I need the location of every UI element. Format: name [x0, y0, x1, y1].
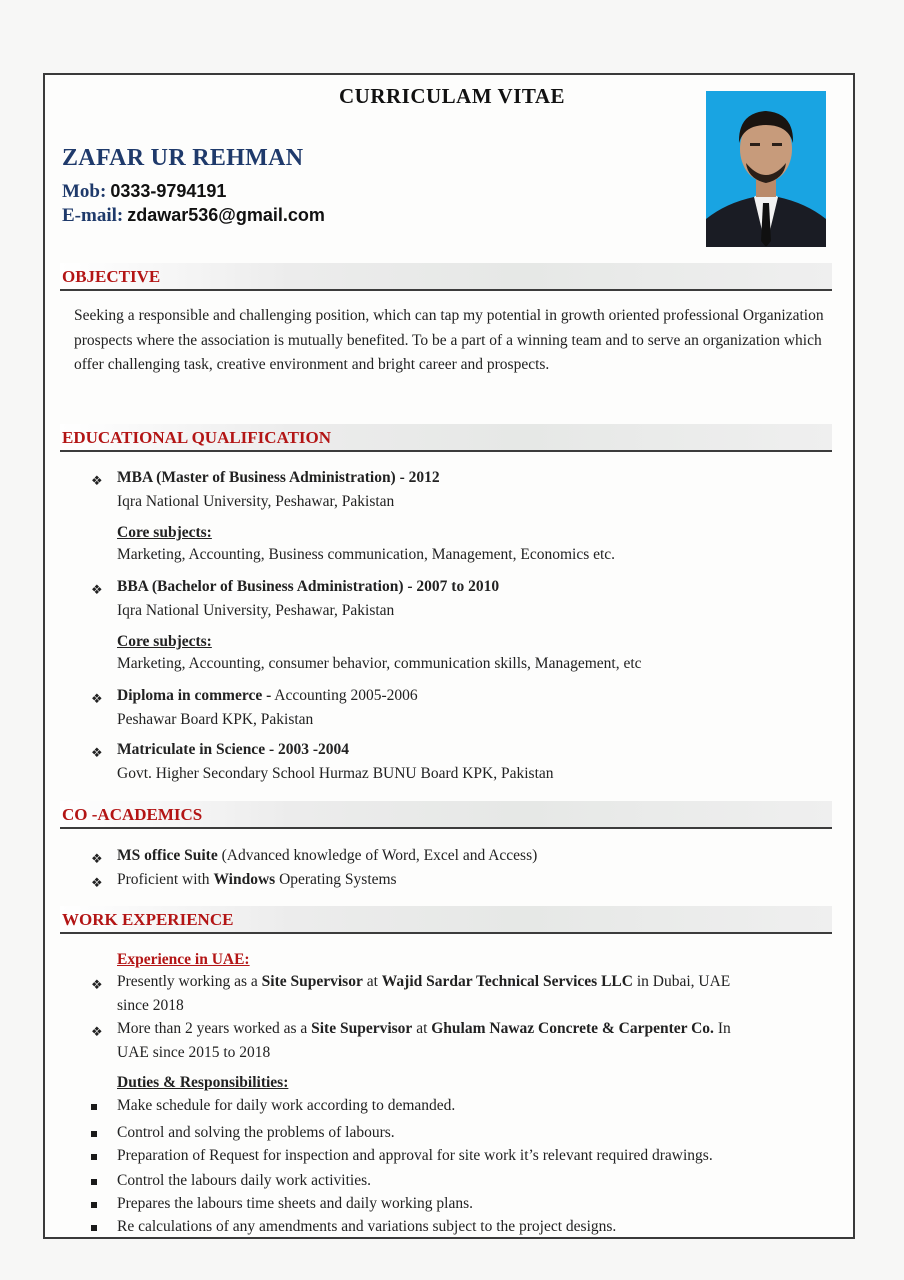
job2-role: Site Supervisor [311, 1020, 413, 1037]
ms-office-rest: (Advanced knowledge of Word, Excel and Access) [217, 847, 538, 864]
profile-photo [706, 91, 826, 247]
education-item-place: Govt. Higher Secondary School Hurmaz BUNU Board KPK, Pakistan [117, 765, 554, 782]
education-item-title: MBA (Master of Business Administration) - 2012 [117, 469, 440, 486]
core-subjects-label: Core subjects: [117, 524, 212, 541]
job2-text: More than 2 years worked as a [117, 1020, 312, 1037]
mobile-line [62, 181, 226, 203]
windows-pre: Proficient with [117, 871, 214, 888]
job1-at: at [362, 973, 382, 990]
square-bullet-icon [91, 1104, 97, 1110]
duty-item: Control the labours daily work activities. [117, 1172, 371, 1189]
ms-office-bold: MS office Suite [117, 847, 218, 864]
square-bullet-icon [91, 1202, 97, 1208]
windows-rest: Operating Systems [275, 871, 397, 888]
square-bullet-icon [91, 1179, 97, 1185]
diamond-bullet-icon: ❖ [91, 875, 103, 890]
diamond-bullet-icon: ❖ [91, 582, 103, 597]
mobile-value: 0333-9794191 [110, 181, 227, 201]
duty-item: Preparation of Request for inspection and approval for site work it’s relevant required drawings. [117, 1147, 713, 1164]
section-coacademics-heading: CO -ACADEMICS [62, 805, 203, 824]
section-objective [60, 263, 832, 291]
section-work [60, 906, 832, 934]
diploma-title-rest: Accounting 2005-2006 [271, 687, 418, 704]
email-line [62, 205, 325, 227]
job2-since: UAE since 2015 to 2018 [117, 1044, 271, 1061]
duty-item: Prepares the labours time sheets and daily working plans. [117, 1195, 473, 1212]
square-bullet-icon [91, 1225, 97, 1231]
square-bullet-icon [91, 1154, 97, 1160]
coacademic-item [117, 871, 397, 889]
job-line [117, 973, 730, 991]
document-title: CURRICULAM VITAE [339, 84, 565, 108]
section-education [60, 424, 832, 452]
diamond-bullet-icon: ❖ [91, 473, 103, 488]
job-line [117, 1020, 731, 1038]
section-education-heading: EDUCATIONAL QUALIFICATION [62, 428, 332, 447]
education-item-place: Iqra National University, Peshawar, Pakistan [117, 602, 395, 619]
job1-company: Wajid Sardar Technical Services LLC [381, 973, 633, 990]
experience-uae-label: Experience in UAE: [117, 951, 250, 968]
section-work-heading: WORK EXPERIENCE [62, 910, 234, 929]
windows-bold: Windows [213, 871, 276, 888]
diamond-bullet-icon: ❖ [91, 977, 103, 992]
diamond-bullet-icon: ❖ [91, 851, 103, 866]
duty-item: Make schedule for daily work according to demanded. [117, 1097, 456, 1114]
duties-label: Duties & Responsibilities: [117, 1074, 289, 1091]
section-objective-heading: OBJECTIVE [62, 267, 161, 286]
candidate-name: ZAFAR UR REHMAN [62, 145, 304, 171]
email-value: zdawar536@gmail.com [127, 205, 325, 225]
education-item-place: Iqra National University, Peshawar, Pakistan [117, 493, 395, 510]
mobile-label: Mob: [62, 181, 107, 202]
diploma-title-bold: Diploma in commerce - [117, 687, 272, 704]
education-item-place: Peshawar Board KPK, Pakistan [117, 711, 314, 728]
square-bullet-icon [91, 1131, 97, 1137]
duty-item: Re calculations of any amendments and variations subject to the project designs. [117, 1218, 617, 1235]
job2-location: In [713, 1020, 731, 1037]
job1-since: since 2018 [117, 997, 184, 1014]
duty-item: Control and solving the problems of labours. [117, 1124, 395, 1141]
core-subjects-text: Marketing, Accounting, Business communication, Management, Economics etc. [117, 546, 616, 563]
education-item-title: Matriculate in Science - 2003 -2004 [117, 741, 350, 758]
diamond-bullet-icon: ❖ [91, 745, 103, 760]
job1-text: Presently working as a [117, 973, 262, 990]
education-item-title [117, 687, 418, 705]
job1-role: Site Supervisor [261, 973, 363, 990]
education-item-title: BBA (Bachelor of Business Administration) - 2007 to 2010 [117, 578, 500, 595]
job2-at: at [412, 1020, 432, 1037]
diamond-bullet-icon: ❖ [91, 691, 103, 706]
core-subjects-label: Core subjects: [117, 633, 212, 650]
job1-location: in Dubai, UAE [632, 973, 731, 990]
job2-company: Ghulam Nawaz Concrete & Carpenter Co. [431, 1020, 714, 1037]
coacademic-item [117, 847, 537, 865]
core-subjects-text: Marketing, Accounting, consumer behavior, communication skills, Management, etc [117, 655, 642, 672]
section-coacademics [60, 801, 832, 829]
diamond-bullet-icon: ❖ [91, 1024, 103, 1039]
objective-text: Seeking a responsible and challenging position, which can tap my potential in growth oriented professional Organization prospects where the association is mutually benefited. To be a part of a winning team and to serve an organization which offer challenging task, creative environment and bright career and prospects. [74, 307, 824, 373]
email-label: E-mail: [62, 205, 124, 226]
